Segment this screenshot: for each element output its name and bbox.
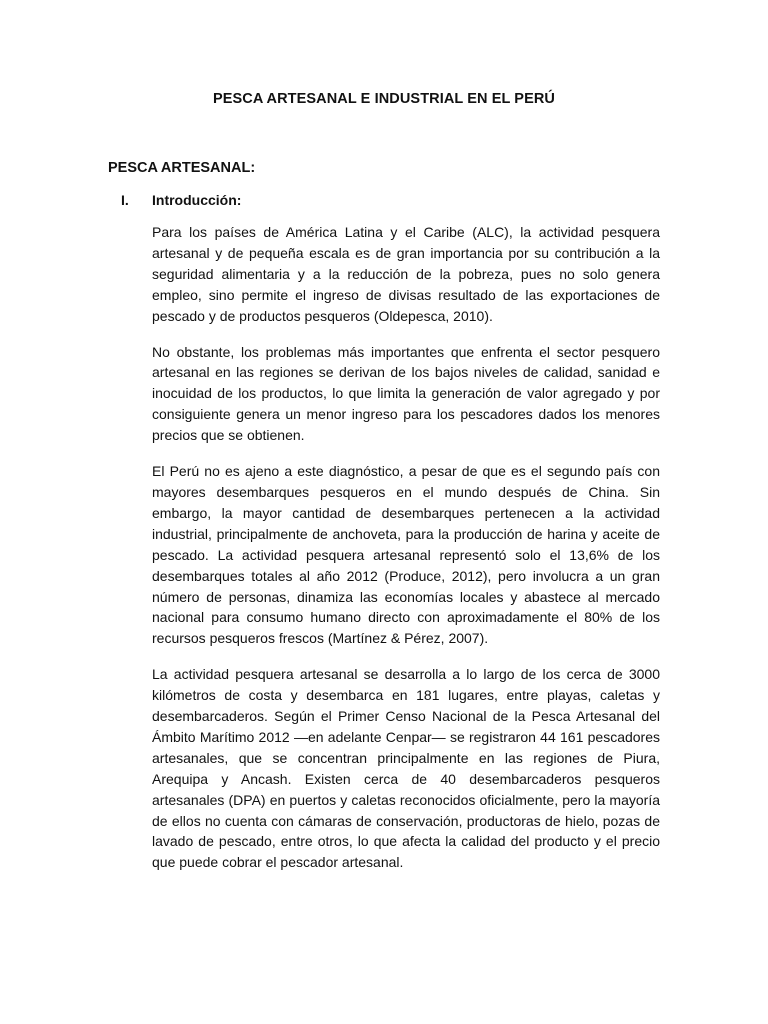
subsection-number: I. [121,192,129,208]
paragraph-4: La actividad pesquera artesanal se desarrolla a lo largo de los cerca de 3000 kilómetros de costa y desembarca en 181 lugares, entre playas, caletas y desembarcaderos. Según el Primer Censo Nacional de la Pesca Artesanal del Ámbito Marítimo 2012 —en adelante Cenpar— se registraron 44 161 pescadores artesanales, que se concentran principalmente en las regiones de Piura, Arequipa y Ancash. Existen cerca de 40 desembarcaderos pesqueros artesanales (DPA) en puertos y caletas reconocidos oficialmente, pero la mayoría de ellos no cuenta con cámaras de conservación, productoras de hielo, pozas de lavado de pescado, entre otros, lo que afecta la calidad del producto y el precio que puede cobrar el pescador artesanal. [152,666,660,871]
paragraph-3: El Perú no es ajeno a este diagnóstico, a pesar de que es el segundo país con mayores desembarques pesqueros en el mundo después de China. Sin embargo, la mayor cantidad de desembarques pertenecen a la actividad industrial, principalmente de anchoveta, para la producción de harina y aceite de pescado. La actividad pesquera artesanal representó solo el 13,6% de los desembarques totales al año 2012 (Produce, 2012), pero involucra a un gran número de personas, dinamiza las economías locales y abastece al mercado nacional para consumo humano directo con aproximadamente el 80% de los recursos pesqueros frescos (Martínez & Pérez, 2007). [152,463,660,647]
section-heading: PESCA ARTESANAL: [108,160,256,176]
paragraph-2: No obstante, los problemas más importantes que enfrenta el sector pesquero artesanal en las regiones se derivan de los bajos niveles de calidad, sanidad e inocuidad de los productos, lo que limita la generación de valor agregado y por consiguiente genera un menor ingreso para los pescadores dados los menores precios que se obtienen. [152,343,660,444]
subsection-title: Introducción: [152,192,242,208]
subsection-heading [121,192,241,208]
paragraph-1: Para los países de América Latina y el Caribe (ALC), la actividad pesquera artesanal y de pequeña escala es de gran importancia por su contribución a la seguridad alimentaria y a la reducción de la pobreza, pues no solo genera empleo, sino permite el ingreso de divisas resultado de las exportaciones de pescado y de productos pesqueros (Oldepesca, 2010). [152,224,660,324]
body-text [152,222,660,888]
document-title: PESCA ARTESANAL E INDUSTRIAL EN EL PERÚ [212,91,555,107]
